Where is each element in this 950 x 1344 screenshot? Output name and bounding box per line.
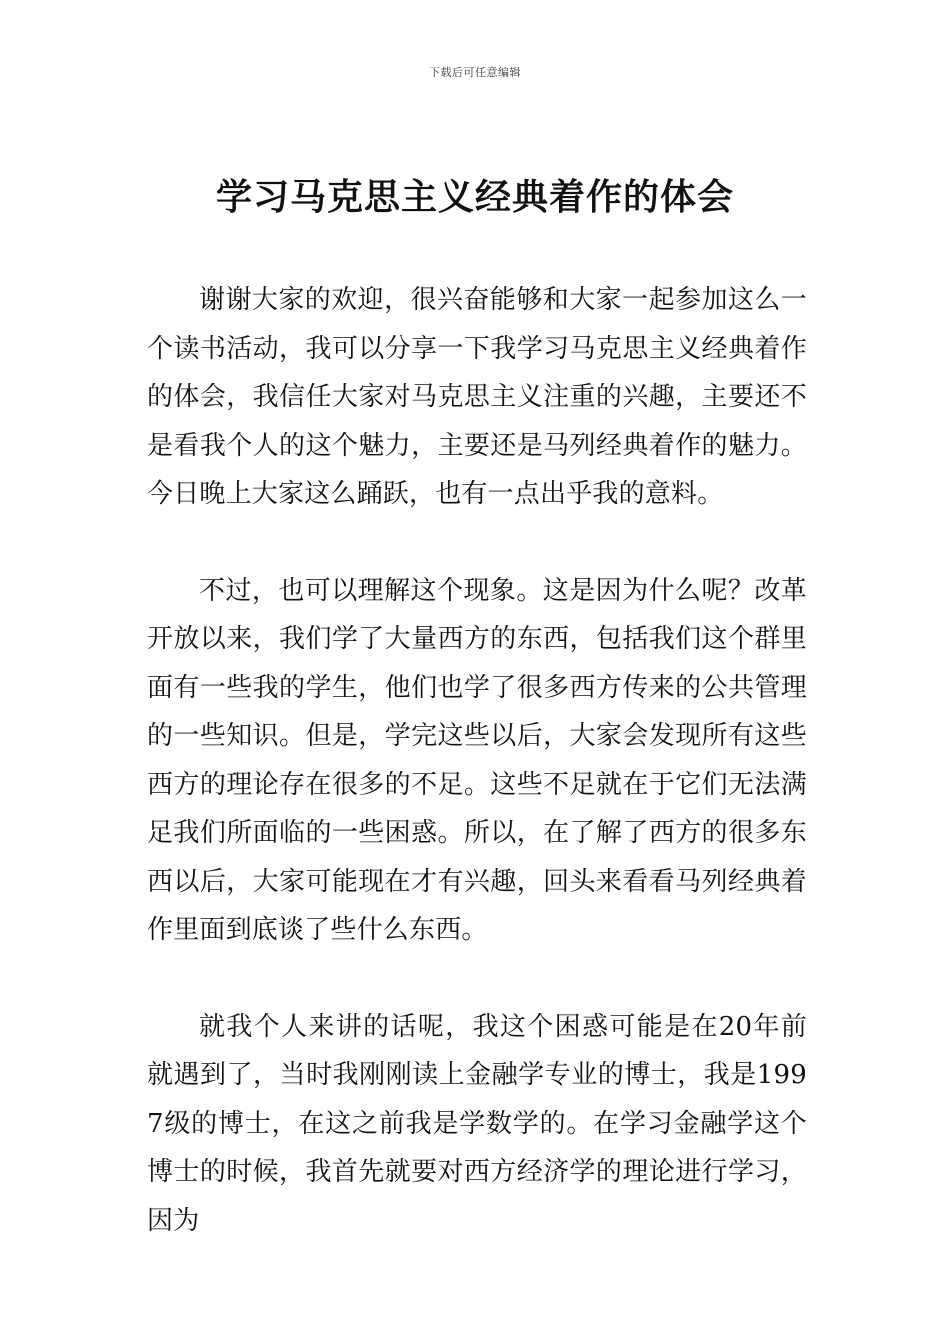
header-note: 下载后可任意编辑	[429, 66, 521, 79]
document-title: 学习马克思主义经典着作的体会	[215, 177, 734, 218]
paragraph-3: 就我个人来讲的话呢，我这个困惑可能是在20年前就遇到了，当时我刚刚读上金融学专业的博士，我是1997级的博士，在这之前我是学数学的。在学习金融学这个博士的时候，我首先就要对西方经济学的理论进行学习，因为	[147, 1011, 807, 1236]
paragraph-1: 谢谢大家的欢迎，很兴奋能够和大家一起参加这么一个读书活动，我可以分享一下我学习马克思主义经典着作的体会，我信任大家对马克思主义注重的兴趣，主要还不是看我个人的这个魅力，主要还是马列经典着作的魅力。今日晚上大家这么踊跃，也有一点出乎我的意料。	[147, 285, 807, 509]
document-body	[147, 276, 807, 1293]
paragraph-2: 不过，也可以理解这个现象。这是因为什么呢？改革开放以来，我们学了大量西方的东西，包括我们这个群里面有一些我的学生，他们也学了很多西方传来的公共管理的一些知识。但是，学完这些以后，大家会发现所有这些西方的理论存在很多的不足。这些不足就在于它们无法满足我们所面临的一些困惑。所以，在了解了西方的很多东西以后，大家可能现在才有兴趣，回头来看看马列经典着作里面到底谈了些什么东西。	[147, 575, 807, 945]
